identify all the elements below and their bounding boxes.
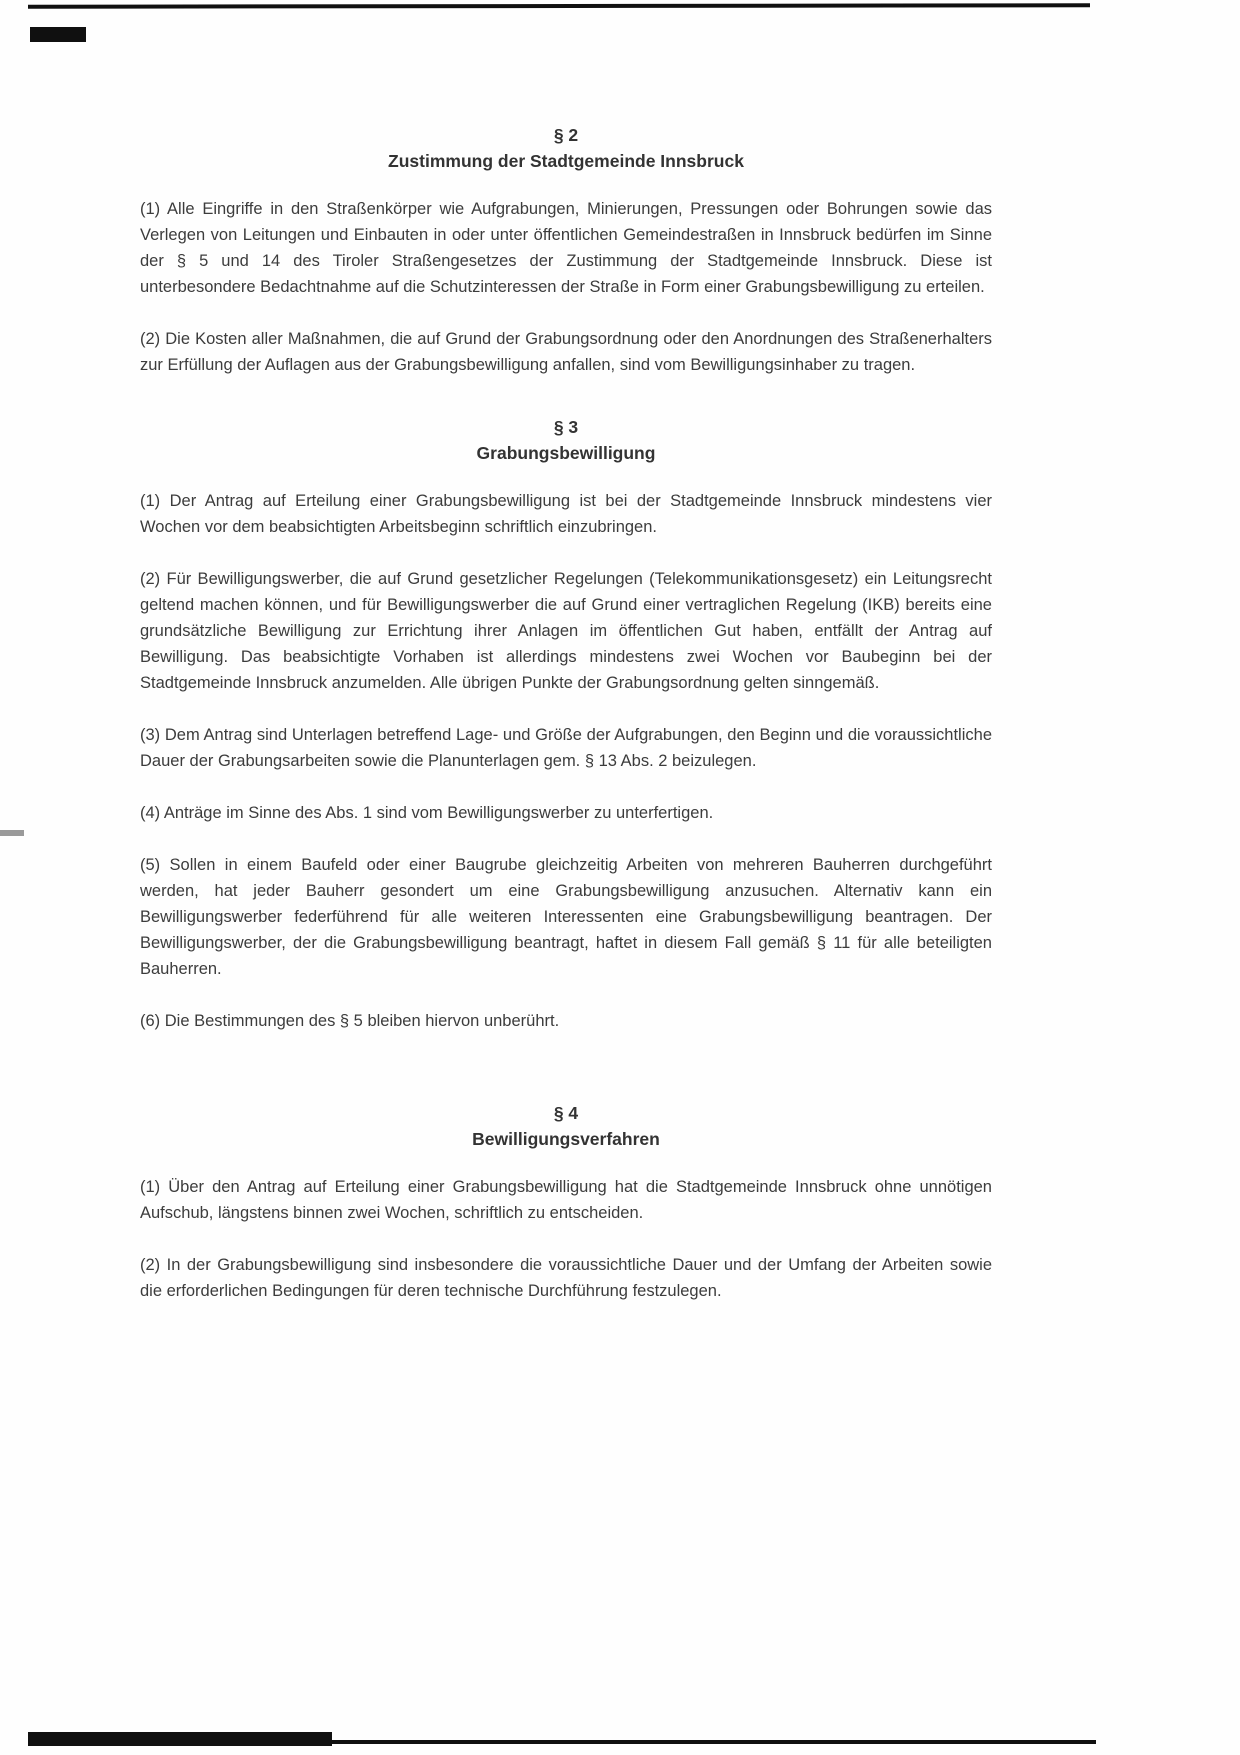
section-paragraph-2 [140, 122, 992, 378]
scan-artifact-top-line [28, 3, 1090, 8]
scan-artifact-left-tick [0, 830, 24, 836]
paragraph: (2) Die Kosten aller Maßnahmen, die auf Grund der Grabungsordnung oder den Anordnungen des Straßenerhalters zur Erfüllung der Auflagen aus der Grabungsbewilligung anfallen, sind vom Bewilligungsinhaber zu tragen. [140, 330, 992, 374]
paragraph: (1) Alle Eingriffe in den Straßenkörper wie Aufgrabungen, Minierungen, Pressungen oder Bohrungen sowie das Verlegen von Leitungen und Einbauten in oder unter öffentlichen Gemeindestraßen in Innsbruck bedürfen im Sinne der § 5 und 14 des Tiroler Straßengesetzes der Zustimmung der Stadtgemeinde Innsbruck. Diese ist unterbesondere Bedachtnahme auf die Schutzinteressen der Straße in Form einer Grabungsbewilligung zu erteilen. [140, 200, 992, 296]
paragraph: (3) Dem Antrag sind Unterlagen betreffend Lage- und Größe der Aufgrabungen, den Beginn und die voraussichtliche Dauer der Grabungsarbeiten sowie die Planunterlagen gem. § 13 Abs. 2 beizulegen. [140, 726, 992, 770]
paragraph: (2) Für Bewilligungswerber, die auf Grund gesetzlicher Regelungen (Telekommunikationsgesetz) ein Leitungsrecht geltend machen können, und für Bewilligungswerber die auf Grund einer vertraglichen Regelung (IKB) bereits eine grundsätzliche Bewilligung zur Errichtung ihrer Anlagen im öffentlichen Gut haben, entfällt der Antrag auf Bewilligung. Das beabsichtigte Vorhaben ist allerdings mindestens zwei Wochen vor Baubeginn bei der Stadtgemeinde Innsbruck anzumelden. Alle übrigen Punkte der Grabungsordnung gelten sinngemäß. [140, 570, 992, 692]
section-title: Grabungsbewilligung [476, 443, 656, 463]
section-number: § 4 [553, 1103, 579, 1123]
paragraph: (1) Über den Antrag auf Erteilung einer Grabungsbewilligung hat die Stadtgemeinde Innsbruck ohne unnötigen Aufschub, längstens binnen zwei Wochen, schriftlich zu entscheiden. [140, 1178, 992, 1222]
paragraph: (2) In der Grabungsbewilligung sind insbesondere die voraussichtliche Dauer und der Umfang der Arbeiten sowie die erforderlichen Bedingungen für deren technische Durchführung festzulegen. [140, 1256, 992, 1300]
paragraph: (5) Sollen in einem Baufeld oder einer Baugrube gleichzeitig Arbeiten von mehreren Bauherren durchgeführt werden, hat jeder Bauherr gesondert um eine Grabungsbewilligung anzusuchen. Alternativ kann ein Bewilligungswerber federführend für alle weiteren Interessenten eine Grabungsbewilligung beantragen. Der Bewilligungswerber, der die Grabungsbewilligung beantragt, haftet in diesem Fall gemäß § 11 für alle beteiligten Bauherren. [140, 856, 992, 978]
scan-artifact-bottom-bar [28, 1732, 332, 1746]
section-paragraph-3 [140, 414, 992, 1034]
paragraph: (1) Der Antrag auf Erteilung einer Grabungsbewilligung ist bei der Stadtgemeinde Innsbruck mindestens vier Wochen vor dem beabsichtigten Arbeitsbeginn schriftlich einzubringen. [140, 492, 992, 536]
section-paragraph-4 [140, 1100, 992, 1304]
section-number: § 3 [553, 417, 579, 437]
section-title: Zustimmung der Stadtgemeinde Innsbruck [388, 151, 744, 171]
section-title: Bewilligungsverfahren [472, 1129, 660, 1149]
section-number: § 2 [553, 125, 579, 145]
paragraph: (4) Anträge im Sinne des Abs. 1 sind vom Bewilligungswerber zu unterfertigen. [140, 804, 714, 822]
scan-artifact-bottom-line [330, 1740, 1096, 1744]
document-content [140, 122, 992, 1304]
paragraph: (6) Die Bestimmungen des § 5 bleiben hiervon unberührt. [140, 1012, 560, 1030]
scan-artifact-top-blob [30, 27, 86, 42]
